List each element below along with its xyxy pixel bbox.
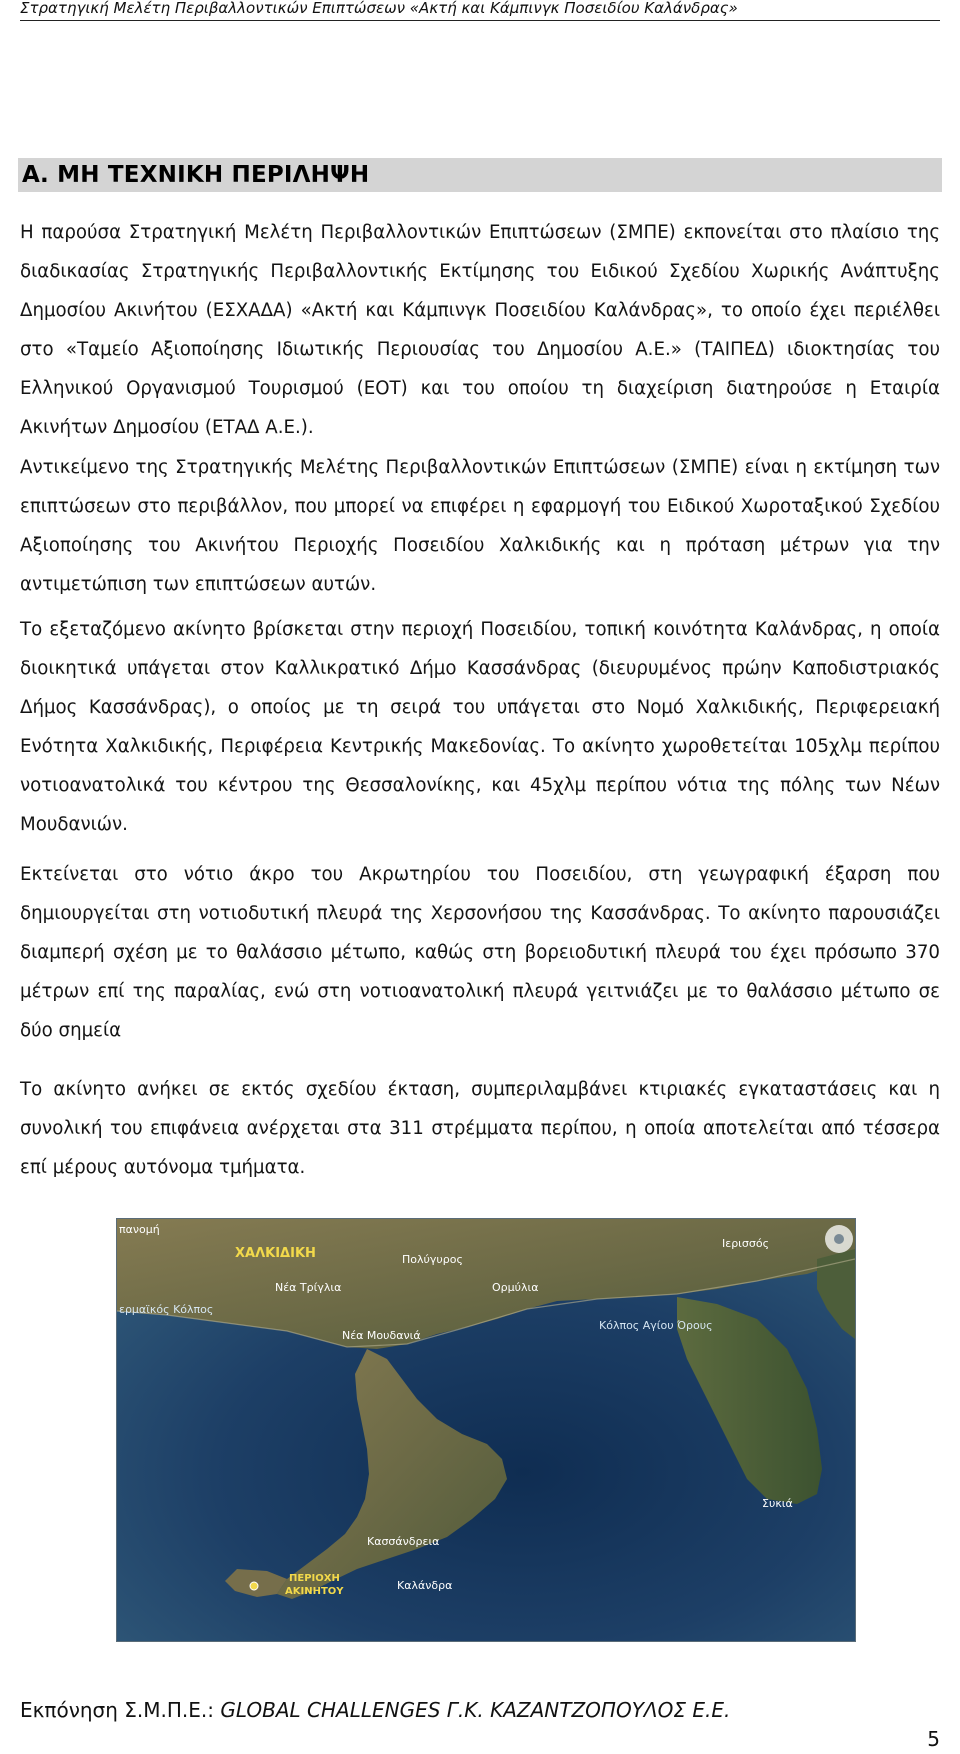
map-label-ierissos: Ιερισσός xyxy=(722,1237,770,1250)
footer-company: GLOBAL CHALLENGES Γ.Κ. ΚΑΖΑΝΤΖΟΠΟΥΛΟΣ Ε.Ε. xyxy=(220,1698,731,1722)
map-label-panomi: πανομή xyxy=(119,1223,160,1236)
section-heading: Α. ΜΗ ΤΕΧΝΙΚΗ ΠΕΡΙΛΗΨΗ xyxy=(18,158,942,192)
map-label-nea-triglia: Νέα Τρίγλια xyxy=(275,1281,342,1294)
map-label-area-line1: ΠΕΡΙΟΧΗ xyxy=(289,1573,340,1584)
map-label-region: ΧΑΛΚΙΔΙΚΗ xyxy=(235,1246,316,1261)
satellite-map-image xyxy=(117,1219,855,1641)
summary-paragraph-4: Εκτείνεται στο νότιο άκρο του Ακρωτηρίου του Ποσειδίου, στη γεωγραφική έξαρση που δημιουργείται στη νοτιοδυτική πλευρά της Χερσονήσου της Κασσάνδρας. Το ακίνητο παρουσιάζει διαμπερή σχέση με το θαλάσσιο μέτωπο, καθώς στη βορειοδυτική πλευρά του έχει πρόσωπο 370 μέτρων επί της παραλίας, ενώ στη νοτιοανατολική πλευρά γειτνιάζει με το θαλάσσιο μέτωπο σε δύο σημεία xyxy=(20,864,940,1041)
summary-paragraph-1: Η παρούσα Στρατηγική Μελέτη Περιβαλλοντικών Επιπτώσεων (ΣΜΠΕ) εκπονείται στο πλαίσιο της διαδικασίας Στρατηγικής Περιβαλλοντικής Εκτίμησης του Ειδικού Σχεδίου Χωρικής Ανάπτυξης Δημοσίου Ακινήτου (ΕΣΧΑΔΑ) «Ακτή και Κάμπινγκ Ποσειδίου Καλάνδρας», το οποίο έχει περιέλθει στο «Ταμείο Αξιοποίησης Ιδιωτικής Περιουσίας του Δημοσίου Α.Ε.» (ΤΑΙΠΕΔ) ιδιοκτησίας του Ελληνικού Οργανισμού Τουρισμού (ΕΟΤ) και του οποίου τη διαχείριση διατηρούσε η Εταιρία Ακινήτων Δημοσίου (ΕΤΑΔ Α.Ε.). xyxy=(20,222,940,438)
satellite-map xyxy=(116,1218,856,1642)
summary-paragraph-3: Το εξεταζόμενο ακίνητο βρίσκεται στην περιοχή Ποσειδίου, τοπική κοινότητα Καλάνδρας, η οποία διοικητικά υπάγεται στον Καλλικρατικό Δήμο Κασσάνδρας (διευρυμένος πρώην Καποδιστριακός Δήμος Κασσάνδρας), ο οποίος με τη σειρά του υπάγεται στο Νομό Χαλκιδικής, Περιφερειακή Ενότητα Χαλκιδικής, Περιφέρεια Κεντρικής Μακεδονίας. Το ακίνητο χωροθετείται 105χλμ περίπου νοτιοανατολικά του κέντρου της Θεσσαλονίκης, και 45χλμ περίπου νότια της πόλης των Νέων Μουδανιών. xyxy=(20,619,940,835)
summary-paragraph-2: Αντικείμενο της Στρατηγικής Μελέτης Περιβαλλοντικών Επιπτώσεων (ΣΜΠΕ) είναι η εκτίμηση των επιπτώσεων στο περιβάλλον, που μπορεί να επιφέρει η εφαρμογή του Ειδικού Χωροταξικού Σχεδίου Αξιοποίησης του Ακινήτου Περιοχής Ποσειδίου Χαλκιδικής και η πρόταση μέτρων για την αντιμετώπιση των επιπτώσεων αυτών. xyxy=(20,457,940,595)
map-label-agion-oros-gulf: Κόλπος Αγίου Όρους xyxy=(599,1319,713,1332)
running-header: Στρατηγική Μελέτη Περιβαλλοντικών Επιπτώσεων «Ακτή και Κάμπινγκ Ποσειδίου Καλάνδρας» xyxy=(20,0,940,21)
summary-paragraph-5: Το ακίνητο ανήκει σε εκτός σχεδίου έκταση, συμπεριλαμβάνει κτιριακές εγκαταστάσεις και η συνολική του επιφάνεια ανέρχεται στα 311 στρέμματα περίπου, η οποία αποτελείται από τέσσερα επί μέρους αυτόνομα τμήματα. xyxy=(20,1079,940,1178)
map-label-kassandreia: Κασσάνδρεια xyxy=(367,1535,440,1548)
map-label-ormylia: Ορμύλια xyxy=(492,1281,539,1294)
map-label-kalandra: Καλάνδρα xyxy=(397,1579,453,1592)
map-label-polygyros: Πολύγυρος xyxy=(402,1253,463,1266)
footer-prefix: Εκπόνηση Σ.Μ.Π.Ε.: xyxy=(20,1698,221,1722)
map-label-sykia: Συκιά xyxy=(762,1497,793,1510)
footer xyxy=(20,1698,730,1722)
map-label-area-line2: ΑΚΙΝΗΤΟΥ xyxy=(285,1586,344,1597)
map-label-thermaikos-gulf: ερμαϊκός Κόλπος xyxy=(119,1303,214,1316)
property-location-marker xyxy=(250,1582,258,1590)
compass-center-icon xyxy=(834,1234,844,1244)
page-number: 5 xyxy=(927,1727,940,1751)
map-label-nea-moudania: Νέα Μουδανιά xyxy=(342,1329,421,1342)
